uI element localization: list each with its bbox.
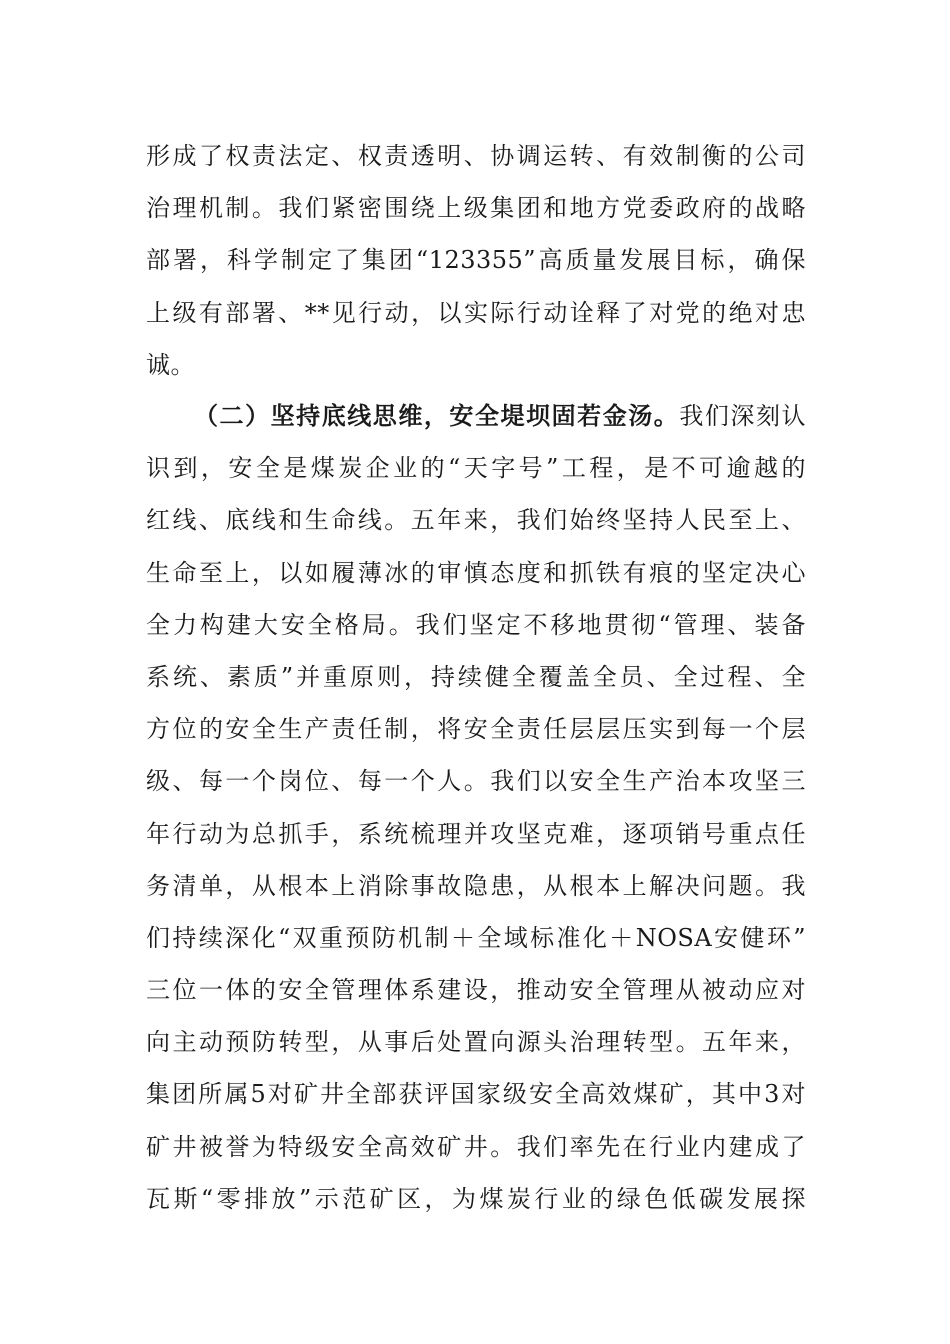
text-line: 生命至上，以如履薄冰的审慎态度和抓铁有痕的坚定决心 (146, 558, 806, 587)
text-line: 级、每一个岗位、每一个人。我们以安全生产治本攻坚三 (146, 767, 806, 796)
paragraph-1 (146, 130, 806, 391)
paragraph-first-line (146, 390, 806, 442)
text-line: 部署，科学制定了集团“123355”高质量发展目标，确保 (146, 246, 806, 275)
text-line: 治理机制。我们紧密围绕上级集团和地方党委政府的战略 (146, 194, 806, 223)
text-line: 务清单，从根本上消除事故隐患，从根本上解决问题。我 (146, 871, 806, 900)
text-line: 矿井被誉为特级安全高效矿井。我们率先在行业内建成了 (146, 1132, 806, 1161)
text-line: 方位的安全生产责任制，将安全责任层层压实到每一个层 (146, 715, 806, 744)
text-line: 红线、底线和生命线。五年来，我们始终坚持人民至上、 (146, 506, 806, 535)
text-line: 诚。 (146, 350, 195, 379)
text-line: 系统、素质”并重原则，持续健全覆盖全员、全过程、全 (146, 662, 806, 691)
text-line: 上级有部署、**见行动，以实际行动诠释了对党的绝对忠 (146, 298, 806, 327)
section-heading: （二）坚持底线思维，安全堤坝固若金汤。 (194, 401, 680, 430)
text-line: 年行动为总抓手，系统梳理并攻坚克难，逐项销号重点任 (146, 819, 806, 848)
text-line: 瓦斯“零排放”示范矿区，为煤炭行业的绿色低碳发展探 (146, 1184, 806, 1213)
text-line: 识到，安全是煤炭企业的“天字号”工程，是不可逾越的 (146, 454, 806, 483)
text-fragment: 我们深刻认 (679, 402, 807, 430)
text-line: 们持续深化“双重预防机制＋全域标准化＋NOSA安健环” (146, 923, 806, 952)
text-line: 全力构建大安全格局。我们坚定不移地贯彻“管理、装备 (146, 610, 806, 639)
text-line: 向主动预防转型，从事后处置向源头治理转型。五年来， (146, 1028, 806, 1057)
text-line: 形成了权责法定、权责透明、协调运转、有效制衡的公司 (146, 142, 806, 170)
text-line: 集团所属5对矿井全部获评国家级安全高效煤矿，其中3对 (146, 1080, 806, 1109)
text-line: 三位一体的安全管理体系建设，推动安全管理从被动应对 (146, 976, 806, 1005)
paragraph-2 (146, 390, 806, 1225)
